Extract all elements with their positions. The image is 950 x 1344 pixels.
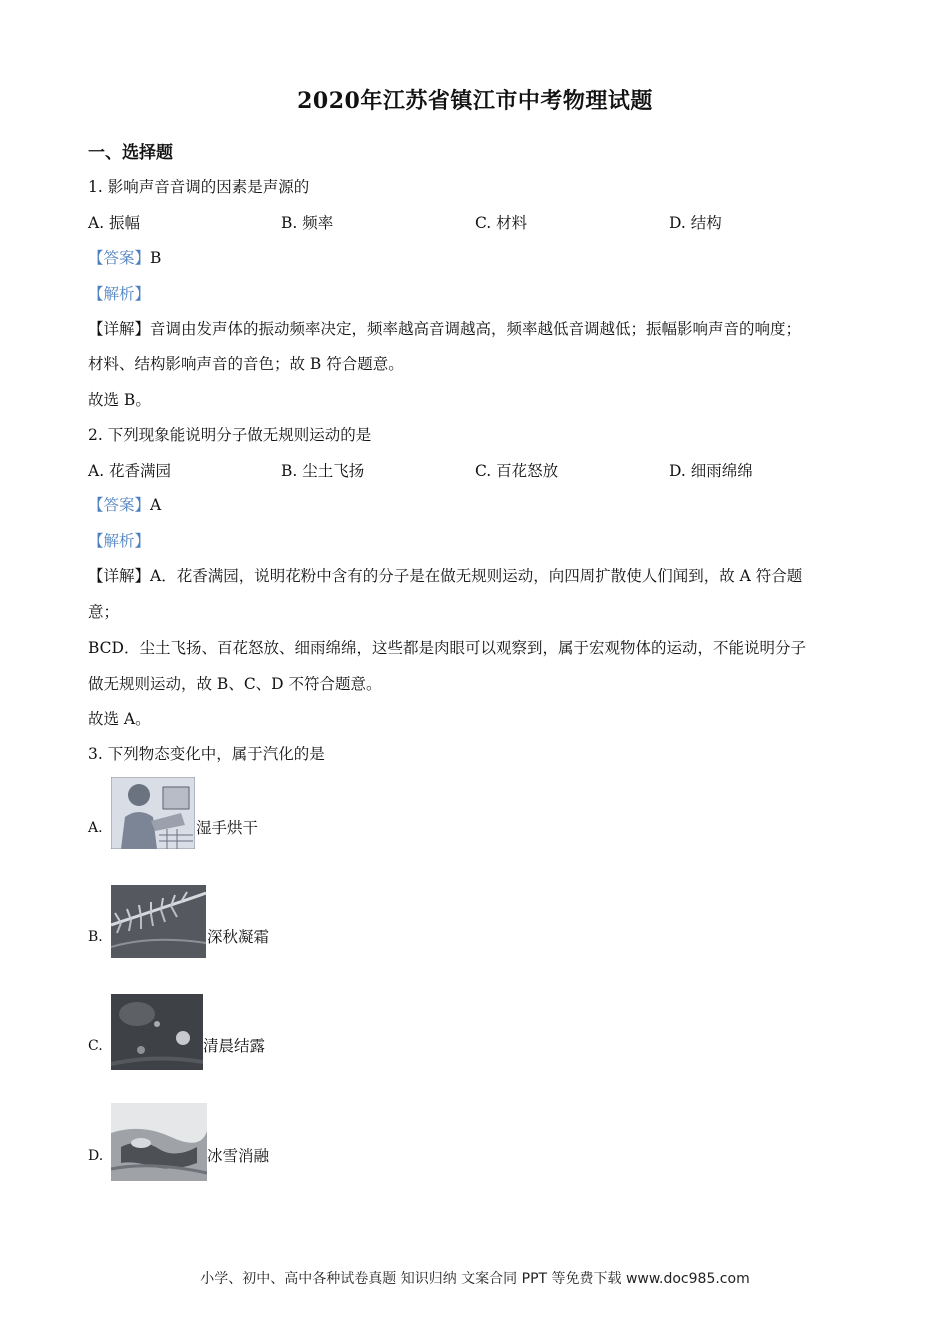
q2-detail-line: 【详解】A．花香满园，说明花粉中含有的分子是在做无规则运动，向四周扩散使人们闻到，故 A 符合题 — [88, 567, 803, 585]
q3-option-c-letter: C. — [88, 1038, 103, 1054]
melting-snow-image — [111, 1103, 207, 1181]
answer-tag: 【答案】 — [88, 249, 151, 267]
answer-value: B — [150, 249, 162, 267]
q1-option-d: D. 结构 — [669, 214, 722, 232]
q2-option-a: A. 花香满园 — [88, 462, 172, 480]
q1-detail-line: 材料、结构影响声音的音色；故 B 符合题意。 — [88, 355, 404, 373]
q1-detail-line: 【详解】音调由发声体的振动频率决定，频率越高音调越高，频率越低音调越低；振幅影响声音的响度； — [88, 320, 802, 338]
q2-stem: 2. 下列现象能说明分子做无规则运动的是 — [88, 426, 372, 444]
q3-option-b-letter: B. — [88, 929, 103, 945]
q2-option-d: D. 细雨绵绵 — [669, 462, 753, 480]
morning-dew-image — [111, 994, 203, 1070]
q3-option-d-text: 冰雪消融 — [207, 1147, 270, 1165]
q1-choose: 故选 B。 — [88, 391, 151, 409]
section-heading: 一、选择题 — [88, 143, 173, 163]
q2-detail-line: 做无规则运动，故 B、C、D 不符合题意。 — [88, 675, 382, 693]
q2-detail-line: BCD．尘土飞扬、百花怒放、细雨绵绵，这些都是肉眼可以观察到，属于宏观物体的运动，不能说明分子 — [88, 639, 806, 657]
q2-option-b: B. 尘土飞扬 — [281, 462, 365, 480]
q3-option-c-text: 清晨结露 — [203, 1037, 266, 1055]
page-footer: 小学、初中、高中各种试卷真题 知识归纳 文案合同 PPT 等免费下载 www.doc985.com — [200, 1271, 750, 1287]
q3-option-b-text: 深秋凝霜 — [207, 928, 270, 946]
q2-option-c: C. 百花怒放 — [475, 462, 559, 480]
drying-hands-image — [111, 777, 195, 849]
answer-value: A — [150, 496, 162, 514]
q1-analysis-tag: 【解析】 — [88, 285, 151, 303]
q3-stem: 3. 下列物态变化中，属于汽化的是 — [88, 745, 325, 763]
q3-option-a-letter: A. — [88, 820, 103, 836]
q3-option-d-letter: D. — [88, 1148, 104, 1164]
q2-choose: 故选 A。 — [88, 710, 151, 728]
q2-analysis-tag: 【解析】 — [88, 532, 151, 550]
q2-answer — [88, 494, 161, 516]
q3-option-a-text: 湿手烘干 — [196, 819, 259, 837]
q1-answer — [88, 247, 161, 269]
q1-option-c: C. 材料 — [475, 214, 528, 232]
answer-tag: 【答案】 — [88, 496, 151, 514]
q2-detail-line: 意； — [88, 603, 120, 621]
q1-option-a: A. 振幅 — [88, 214, 141, 232]
q1-option-b: B. 频率 — [281, 214, 334, 232]
page-title: 2020年江苏省镇江市中考物理试题 — [297, 88, 653, 114]
q1-stem: 1. 影响声音音调的因素是声源的 — [88, 178, 310, 196]
frost-branch-image — [111, 885, 206, 958]
